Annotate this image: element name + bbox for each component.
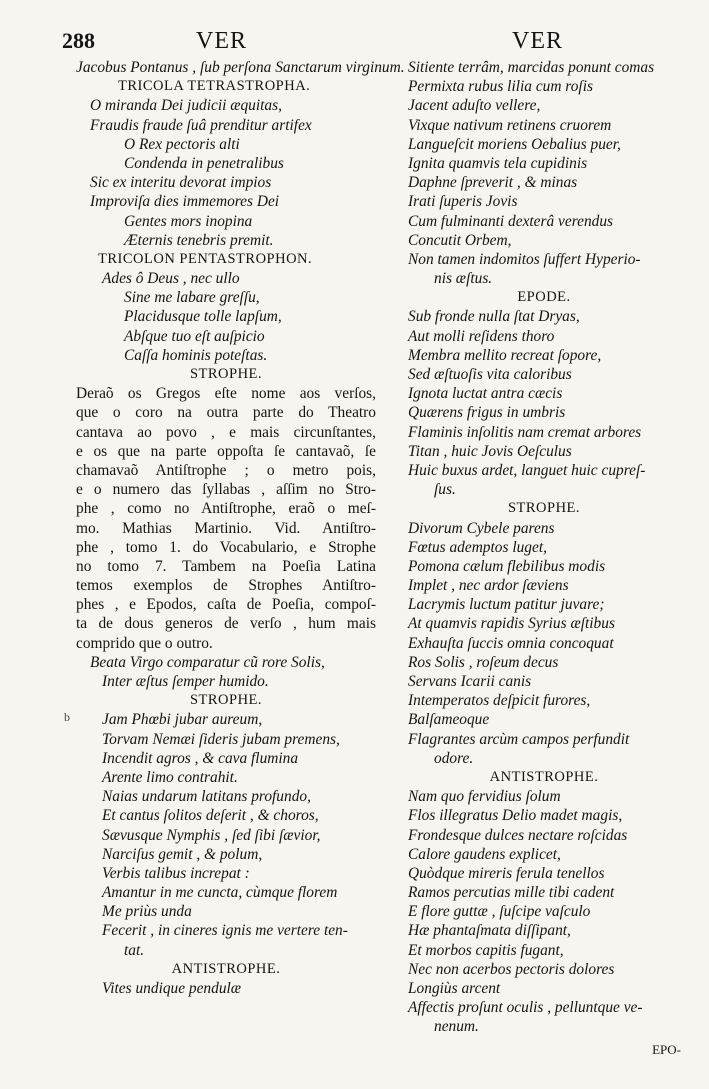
text-line: TRICOLON PENTASTROPHON. [98, 250, 313, 267]
text-line: Cum fulminanti dexterâ verendus [408, 212, 614, 230]
text-line: phe , como no Antiſtrophe, eraõ o meſ- [76, 500, 376, 518]
text-line: ANTISTROPHE. [489, 768, 599, 785]
catchword: EPO- [652, 1042, 681, 1057]
text-line: Flagrantes arcùm campos perfundit [408, 730, 630, 748]
left-running-head: VER [196, 28, 247, 54]
text-line: Nec non acerbos pectoris dolores [408, 960, 615, 978]
text-line: Irati ſuperis Jovis [408, 193, 518, 211]
text-line: e os que na parte oppoſta ſe cantavaõ, ſe [76, 442, 376, 460]
text-line: Sævusque Nymphis , ſed ſibi ſævior, [102, 826, 321, 844]
running-header [0, 26, 709, 58]
text-line: que o coro na outra parte do Theatro [76, 404, 376, 422]
text-line: Calore gaudens explicet, [408, 845, 561, 863]
text-line: Et cantus ſolitos deſerit , & choros, [102, 807, 319, 825]
text-line: Quòdque mireris ferula tenellos [408, 864, 605, 882]
text-line: Exhauſta ſuccis omnia concoquat [408, 634, 614, 652]
text-line: Titan , huic Jovis Oeſculus [408, 442, 572, 460]
text-line: E flore guttæ , ſuſcipe vaſculo [408, 903, 591, 921]
text-line: Intemperatos deſpicit furores, [408, 692, 591, 710]
text-line: Affectis proſunt oculis , pelluntque ve- [408, 999, 643, 1017]
text-line: Sed æſtuoſis vita caloribus [408, 366, 572, 383]
text-line: ANTISTROPHE. [171, 960, 281, 977]
text-line: Hæ phantaſmata diſſipant, [408, 922, 571, 940]
text-line: Sitiente terrâm, marcidas ponunt comas [408, 59, 655, 76]
text-line: Abſque tuo eſt auſpicio [124, 327, 265, 345]
margin-mark: b [64, 710, 70, 724]
text-line: Langueſcit moriens Oebalius puer, [408, 135, 621, 153]
text-line: At quamvis rapidis Syrius æſtibus [408, 615, 615, 633]
text-line: mo. Mathias Martinio. Vid. Antiſtro- [76, 519, 376, 537]
text-line: ta de dous generos de verſo , hum mais [76, 615, 376, 633]
text-line: Æternis tenebris premit. [124, 231, 274, 249]
text-line: Sic ex interitu devorat impios [90, 174, 272, 192]
text-line: O Rex pectoris alti [124, 135, 240, 153]
text-line: Condenda in penetralibus [124, 154, 284, 172]
text-line: Jacent aduſto vellere, [408, 97, 541, 115]
text-line: Jacobus Pontanus , ſub perſona Sanctarum virginum. [76, 59, 405, 76]
text-line: Et morbos capitis fugant, [408, 941, 564, 959]
text-line: Narciſus gemit , & polum, [102, 845, 263, 863]
text-line: chamavaõ Antiſtrophe ; o metro pois, [76, 461, 376, 479]
text-line: no tomo 7. Tambem na Poeſia Latina [76, 557, 376, 575]
text-line: TRICOLA TETRASTROPHA. [118, 78, 311, 95]
text-line: Balſameoque [408, 711, 490, 729]
text-line: Sub fronde nulla ſtat Dryas, [408, 308, 580, 326]
text-line: Non tamen indomitos ſuffert Hyperio- [408, 250, 641, 268]
text-line: Naias undarum latitans profundo, [102, 788, 311, 806]
text-line: nis æſtus. [434, 270, 493, 288]
text-line: Frondesque dulces nectare roſcidas [408, 826, 628, 844]
text-line: Beata Virgo comparatur cũ rore Solis, [90, 653, 325, 671]
text-line: Ros Solis , roſeum decus [408, 653, 559, 671]
text-line: Huic buxus ardet, languet huic cupreſ- [408, 461, 646, 479]
left-column [76, 58, 405, 998]
text-line: Amantur in me cuncta, cùmque florem [102, 884, 338, 902]
text-line: Placidusque tolle lapſum, [124, 308, 282, 326]
text-line: Vixque nativum retinens cruorem [408, 116, 612, 134]
text-line: Me priùs unda [102, 903, 192, 921]
text-line: Flaminis inſolitis nam cremat arbores [408, 423, 642, 441]
text-line: cantava ao povo , e mais circunſtantes, [76, 423, 376, 441]
text-line: comprido que o outro. [76, 634, 213, 652]
text-line: Pomona cælum flebilibus modis [408, 557, 606, 575]
text-line: Aut molli reſidens thoro [408, 327, 555, 345]
text-line: Permixta rubus lilia cum roſis [408, 78, 593, 96]
text-line: Lacrymis luctum patitur juvare; [408, 596, 605, 614]
right-column [408, 58, 680, 1037]
text-line: Jam Phœbi jubar aureum, [102, 711, 263, 729]
text-line: Daphne ſpreverit , & minas [408, 174, 578, 192]
text-line: STROPHE. [189, 366, 263, 382]
text-line: Nam quo fervidius ſolum [408, 788, 561, 806]
text-line: tat. [124, 941, 145, 959]
text-line: Verbis talibus increpat : [102, 864, 250, 882]
text-line: Deraõ os Gregos eſte nome aos verſos, [76, 385, 376, 403]
text-line: Ignota luctat antra cæcis [408, 385, 563, 403]
text-line: Longiùs arcent [408, 980, 501, 997]
text-line: STROPHE. [189, 692, 263, 709]
text-line: phes , e Epodos, caſta de Poeſia, compoſ- [76, 596, 376, 614]
text-line: Arente limo contrahit. [102, 768, 238, 786]
text-line: Membra mellito recreat ſopore, [408, 346, 602, 364]
text-line: Quærens frigus in umbris [408, 404, 566, 422]
text-line: Inter æſtus ſemper humido. [102, 673, 269, 690]
page-number: 288 [62, 28, 95, 53]
text-line: Servans Icarii canis [408, 673, 532, 690]
text-line: Incendit agros , & cava flumina [102, 749, 299, 767]
text-line: Sine me labare greſſu, [124, 289, 260, 307]
text-line: Implet , nec ardor ſæviens [408, 577, 569, 595]
text-line: Divorum Cybele parens [408, 519, 555, 537]
text-line: Ades ô Deus , nec ullo [102, 270, 240, 288]
text-line: Torvam Nemæi ſideris jubam premens, [102, 730, 340, 748]
text-line: Flos illegratus Delio madet magis, [408, 807, 623, 825]
text-line: Gentes mors inopina [124, 212, 253, 230]
text-line: Fecerit , in cineres ignis me vertere ten- [102, 922, 348, 940]
text-line: phe , tomo 1. do Vocabulario, e Strophe [76, 538, 376, 556]
text-line: odore. [434, 749, 474, 767]
text-line: Ramos percutias mille tibi cadent [408, 884, 615, 902]
text-line: Concutit Orbem, [408, 231, 512, 249]
text-line: Fraudis fraude ſuâ prenditur artifex [90, 116, 312, 134]
text-line: ſus. [434, 481, 456, 499]
text-line: Fœtus ademptos luget, [408, 538, 547, 556]
text-line: Ignita quamvis tela cupidinis [408, 154, 588, 172]
text-line: O miranda Dei judicii æquitas, [90, 97, 282, 115]
text-line: Vites undique pendulæ [102, 980, 242, 997]
text-line: e o numero das ſyllabas , aſſim no Stro- [76, 481, 376, 499]
text-line: STROPHE. [507, 500, 581, 517]
text-line: nenum. [434, 1018, 479, 1036]
text-line: temos exemplos de Strophes Antiſtro- [76, 577, 376, 595]
text-line: EPODE. [517, 289, 571, 306]
right-running-head: VER [512, 28, 563, 54]
text-line: Improviſa dies immemores Dei [90, 193, 280, 211]
text-line: Caſſa hominis poteſtas. [124, 346, 268, 364]
